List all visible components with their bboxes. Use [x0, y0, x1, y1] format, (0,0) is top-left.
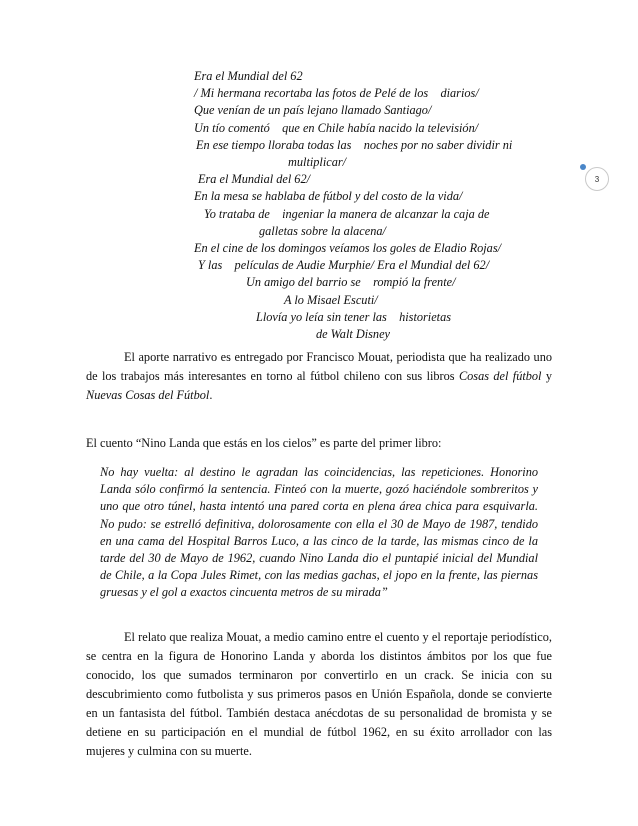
poem-line: multiplicar/ — [288, 155, 347, 170]
poem-line: de Walt Disney — [316, 327, 390, 342]
book-title-2: Nuevas Cosas del Fútbol — [86, 388, 210, 402]
poem-line: galletas sobre la alacena/ — [259, 223, 386, 238]
poem-line: En ese tiempo lloraba todas las noches por no saber dividir ni — [196, 137, 513, 152]
book-title-1: Cosas del fútbol — [458, 369, 542, 383]
poem-line: A lo Misael Escuti/ — [284, 292, 378, 307]
paragraph-analysis: El relato que realiza Mouat, a medio camino entre el cuento y el reportaje periodístico, se centra en la figura de Honorino Landa y aborda los distintos ámbitos por los que fue conocido, los que sumados terminaron por convertirlo en un crack. Se inicia con su descubrimiento como futbolista y sus primeros pasos en Unión Española, donde se convierte en un fantasista del fútbol. También destaca anécdotas de su personalidad de bromista y se detiene en su participación en el mundial de fútbol 1962, en su éxito arrollador con las mujeres y culmina con su muerte. — [86, 630, 552, 758]
poem-line: Era el Mundial del 62/ — [198, 172, 311, 187]
poem-line: Un amigo del barrio se rompió la frente/ — [246, 275, 456, 290]
page-marker-dot — [580, 164, 586, 170]
paragraph-intro-text: El aporte narrativo es entregado por Francisco Mouat, periodista que ha realizado uno de los trabajos más interesantes en torno al fútbol chileno con sus libros — [86, 350, 552, 383]
poem-line: Yo trataba de ingeniar la manera de alcanzar la caja de — [204, 206, 490, 221]
poem-line: En la mesa se hablaba de fútbol y del costo de la vida/ — [194, 189, 463, 204]
conjunction: y — [541, 369, 552, 383]
poem-line: Era el Mundial del 62 — [194, 69, 303, 83]
quote-block: No hay vuelta: al destino le agradan las coincidencias, las repeticiones. Honorino Landa sólo confirmó la sentencia. Finteó con la muerte, gozó haciéndole sombreritos y uno que otro túnel, hasta intentó una pared corta en plena área chica para esquivarla. No pudo: se estrelló definitiva, dolorosamente con ella el 30 de Mayo de 1987, tendido en una cama del Hospital Barros Luco, a las cinco de la tarde, las mismas cinco de la tarde del 30 de Mayo de 1962, cuando Nino Landa dio el puntapié inicial del Mundial de Chile, a la Copa Jules Rimet, con las medias gachas, el jopo en la frente, las piernas gruesas y el gol a exactos cincuenta metros de su mirada” — [100, 465, 538, 600]
poem-line: En el cine de los domingos veíamos los goles de Eladio Rojas/ — [194, 241, 502, 256]
poem — [150, 68, 570, 343]
paragraph-story-intro: El cuento “Nino Landa que estás en los cielos” es parte del primer libro: — [86, 436, 442, 450]
poem-line: Y las películas de Audie Murphie/ Era el Mundial del 62/ — [198, 258, 490, 273]
paragraph-intro — [86, 348, 552, 405]
poem-line: / Mi hermana recortaba las fotos de Pelé de los diarios/ — [194, 86, 479, 101]
page-number: 3 — [585, 167, 609, 191]
poem-line: Que venían de un país lejano llamado Santiago/ — [194, 103, 432, 118]
period: . — [209, 388, 213, 402]
poem-line: Llovía yo leía sin tener las historietas — [256, 309, 452, 324]
poem-line: Un tío comentó que en Chile había nacido la televisión/ — [194, 120, 479, 135]
